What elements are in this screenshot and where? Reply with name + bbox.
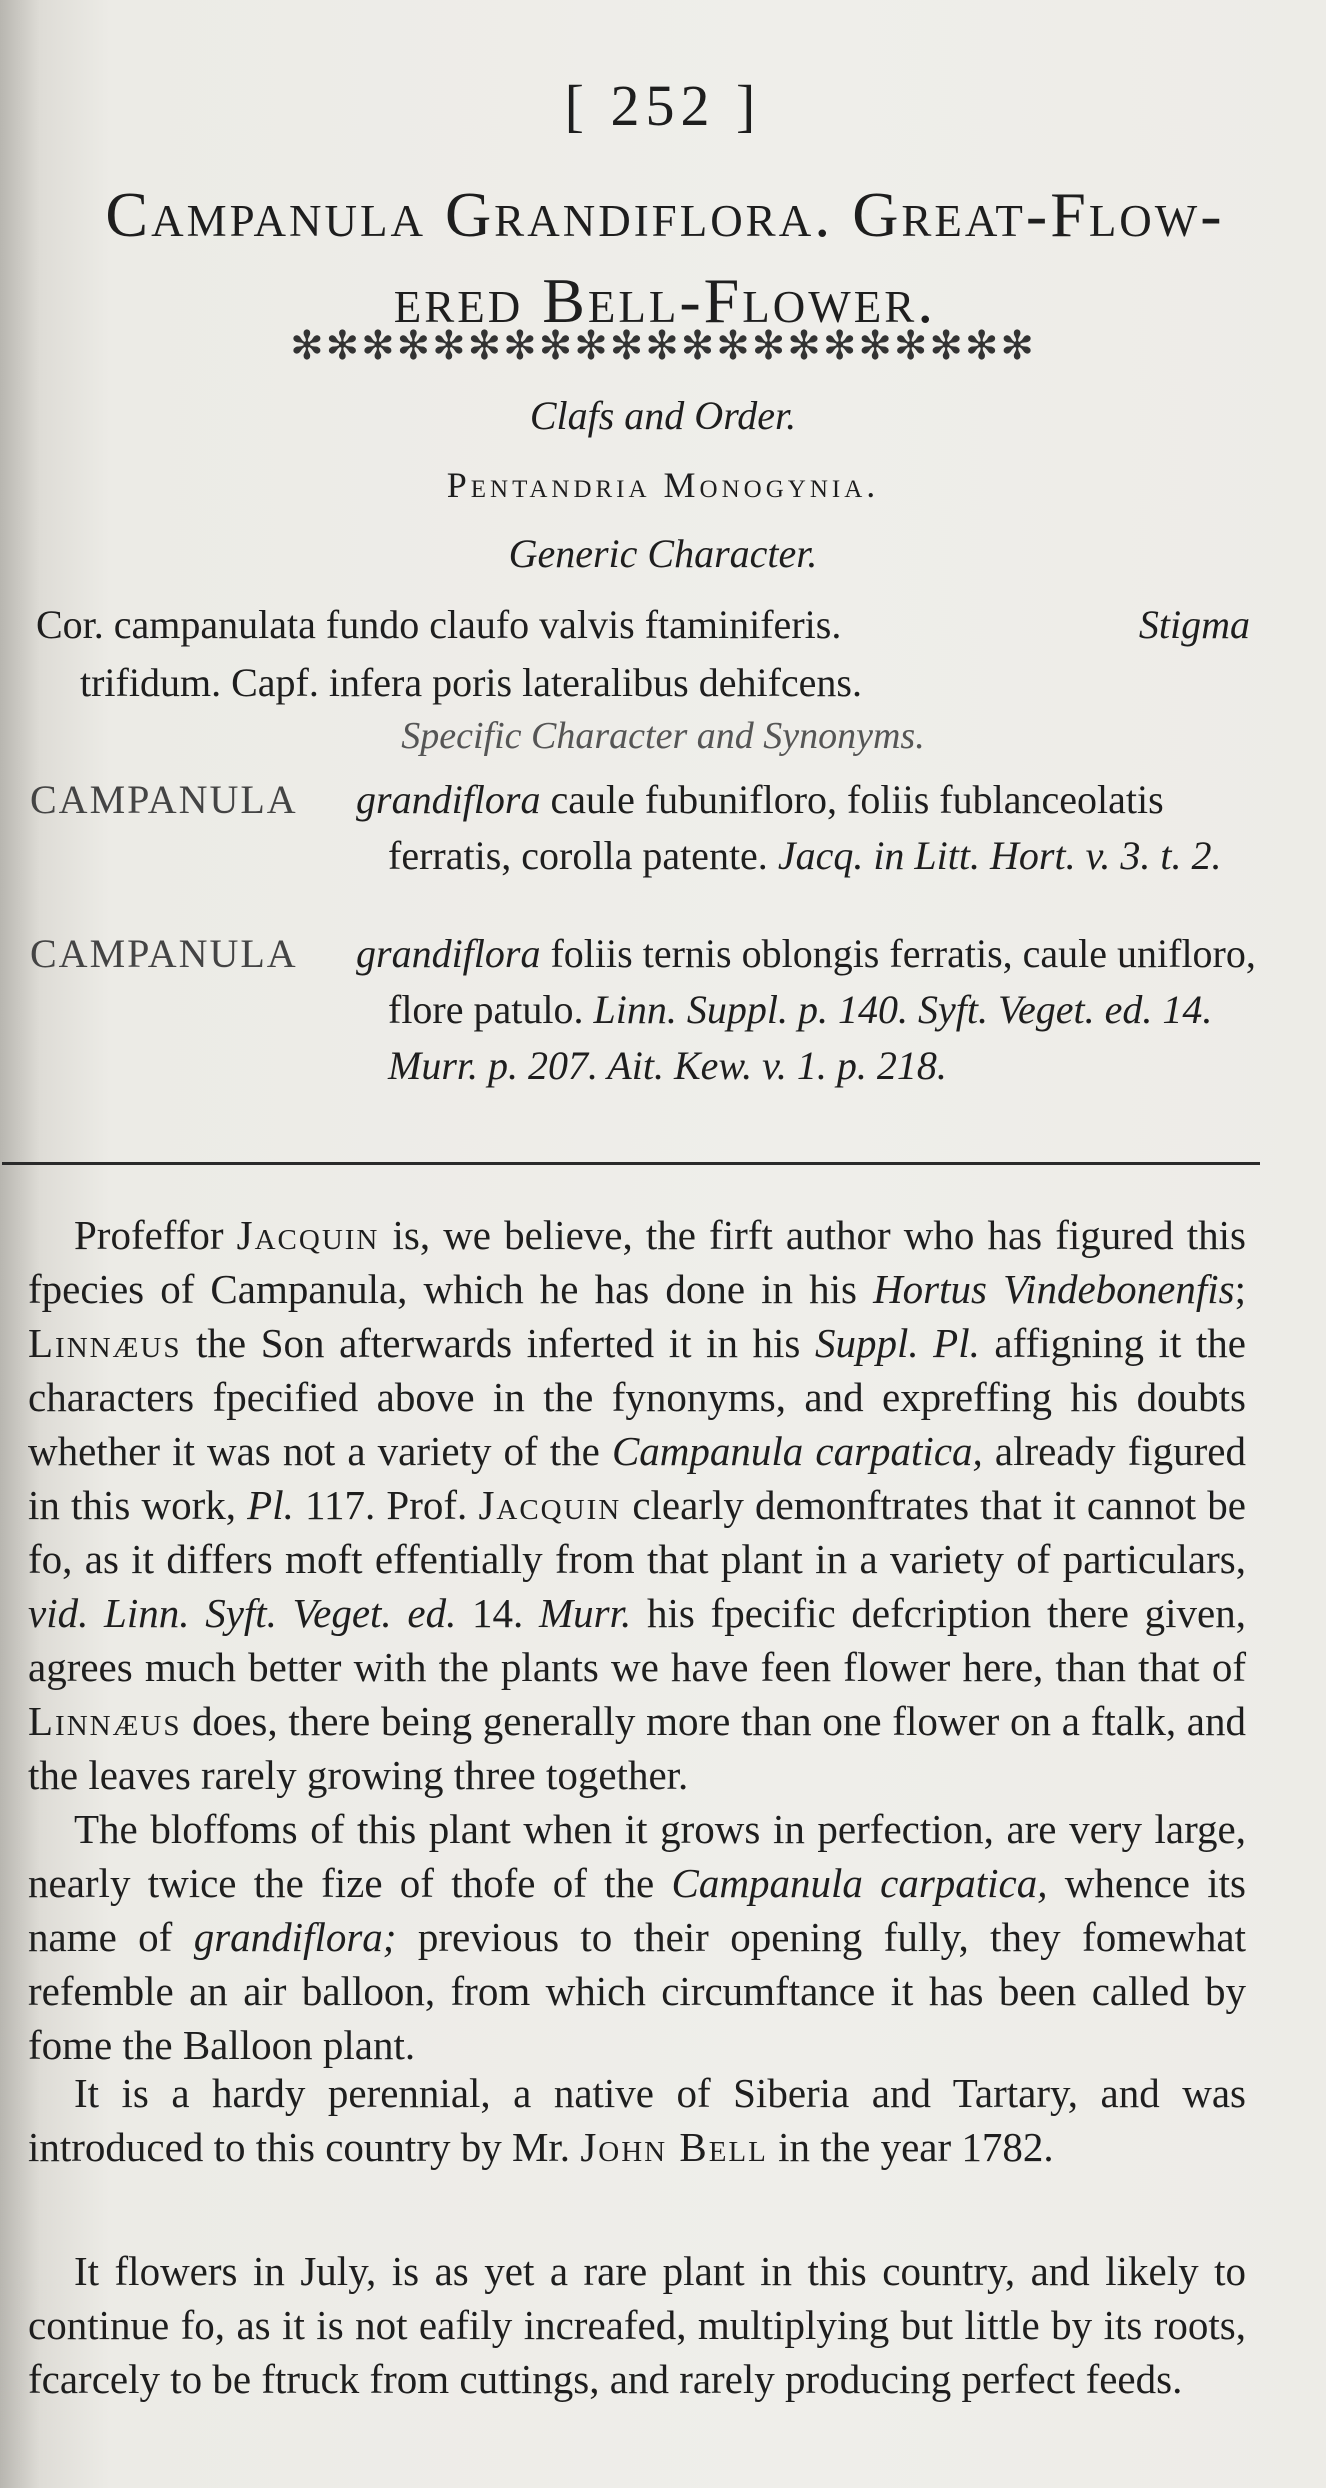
text-run: clearly demonftrates that it cannot be fo, as it differs moft effentially from that plant in a variety of particulars, xyxy=(28,1482,1246,1582)
species-name: grandiflora; xyxy=(193,1914,397,1960)
text-run: is, we believe, the firft author who has figured this fpecies of Campanula, which he has done in his xyxy=(28,1212,1246,1312)
text-run: The bloffoms of this plant when it grows in perfection, are very large, nearly twice the fize of thofe of the xyxy=(28,1806,1246,1906)
title-line-1: Campanula Grandiflora. Great-Flow- xyxy=(105,179,1225,250)
generic-text-a: Cor. campanulata fundo claufo valvis ftaminiferis. xyxy=(36,602,842,647)
text-run: the Son afterwards inferted it in his xyxy=(181,1320,815,1366)
generic-character-text xyxy=(36,596,1250,712)
paragraph-origin xyxy=(28,2066,1246,2174)
synonym-text: caule fubunifloro, foliis fublanceolatis ferratis, corolla patente. xyxy=(388,777,1164,878)
generic-stigma: Stigma xyxy=(1138,602,1250,647)
title-line-2: ered Bell-Flower. xyxy=(393,265,937,336)
synonym-genus: CAMPANULA xyxy=(30,931,298,976)
page-number: [ 252 ] xyxy=(564,73,762,138)
plate-ref: Pl. xyxy=(247,1482,294,1528)
synonym-genus: CAMPANULA xyxy=(30,777,298,822)
text-run: ; xyxy=(1234,1266,1247,1312)
page-title xyxy=(20,172,1310,344)
book-title: Suppl. Pl. xyxy=(814,1320,980,1366)
generic-character-heading: Generic Character. xyxy=(508,531,818,576)
text-run: whence its name of xyxy=(28,1860,1246,1960)
text-run: 117. Prof. xyxy=(293,1482,479,1528)
horizontal-rule xyxy=(2,1162,1260,1165)
text-run: previous to their opening fully, they fomewhat refemble an air balloon, from which circumftance it has been called by fome the Balloon plant. xyxy=(28,1914,1246,2068)
synonym-species: grandiflora xyxy=(356,777,541,822)
class-order-heading: Clafs and Order. xyxy=(529,393,797,438)
specific-character-heading: Specific Character and Synonyms. xyxy=(401,715,925,757)
paragraph-description xyxy=(28,1208,1246,1802)
generic-text-b: trifidum. Capf. infera poris lateralibus dehifcens. xyxy=(80,660,862,705)
author-name: Jacquin xyxy=(478,1482,622,1528)
synonym-reference: Jacq. in Litt. Hort. v. 3. t. 2. xyxy=(777,833,1222,878)
synonym-species: grandiflora xyxy=(356,931,541,976)
paragraph-flowering xyxy=(28,2244,1246,2406)
author-name: Jacquin xyxy=(236,1212,380,1258)
text-run: in the year 1782. xyxy=(767,2124,1054,2170)
ornament-divider: ✻✻✻✻✻✻✻✻✻✻✻✻✻✻✻✻✻✻✻✻✻ xyxy=(290,323,1036,368)
text-run: affigning it the characters fpecified above in the fynonyms, and expreffing his doubts whether it was not a variety of the xyxy=(28,1320,1246,1474)
synonym-reference: Linn. Suppl. p. 140. Syft. Veget. ed. 14. Murr. p. 207. Ait. Kew. v. 1. p. 218. xyxy=(388,987,1213,1088)
text-run: does, there being generally more than one flower on a ftalk, and the leaves rarely growing three together. xyxy=(28,1698,1246,1798)
synonym-text: foliis ternis oblongis ferratis, caule unifloro, flore patulo. xyxy=(388,931,1256,1032)
author-name: Linnæus xyxy=(28,1698,182,1744)
citation: Murr. xyxy=(539,1590,632,1636)
text-run: his fpecific defcription there given, agrees much better with the plants we have feen flower here, than that of xyxy=(28,1590,1247,1690)
author-name: Linnæus xyxy=(28,1320,182,1366)
text-run: 14. xyxy=(456,1590,539,1636)
text-run: It is a hardy perennial, a native of Siberia and Tartary, and was introduced to this country by Mr. xyxy=(28,2070,1246,2170)
species-name: Campanula carpatica, xyxy=(671,1860,1048,1906)
species-name: Campanula carpatica, xyxy=(611,1428,983,1474)
book-title: Hortus Vindebonenfis xyxy=(873,1266,1235,1312)
person-name: John Bell xyxy=(580,2124,768,2170)
paragraph-blossoms xyxy=(28,1802,1246,2072)
text-run: It flowers in July, is as yet a rare plant in this country, and likely to continue fo, as it is not eafily increafed, multiplying but little by its roots, fcarcely to be ftruck from cuttings, and rarely producing perfect feeds. xyxy=(28,2248,1246,2402)
synonym-entry xyxy=(30,926,1260,1094)
text-run: already figured in this work, xyxy=(28,1428,1246,1528)
class-order-value: Pentandria Monogynia. xyxy=(446,465,880,505)
synonym-entry xyxy=(30,772,1260,884)
citation: vid. Linn. Syft. Veget. ed. xyxy=(28,1590,457,1636)
text-run: Profeffor xyxy=(74,1212,237,1258)
